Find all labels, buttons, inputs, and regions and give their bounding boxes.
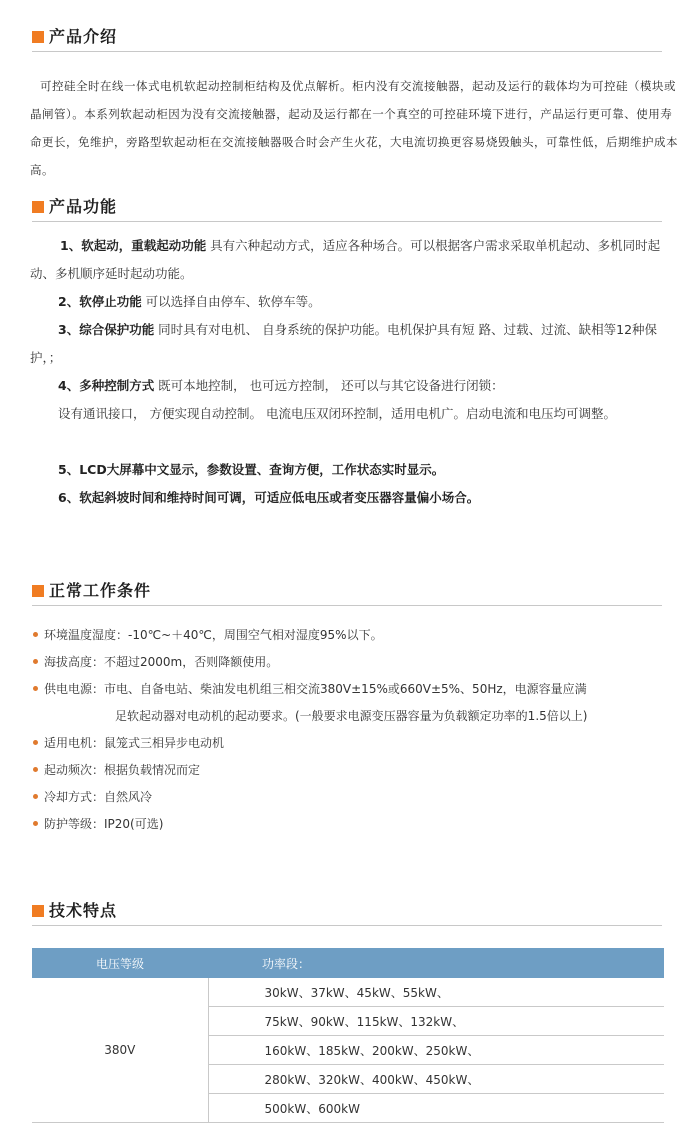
condition-item [33, 649, 673, 676]
orange-square-icon [32, 31, 44, 43]
condition-key: 冷却方式： [44, 790, 105, 804]
bullet-icon [33, 632, 38, 637]
function-label: 4、多种控制方式 [58, 378, 155, 393]
function-item-3 [30, 316, 670, 372]
bullet-icon [33, 794, 38, 799]
section-header-tech [32, 900, 662, 926]
condition-value: 足软起动器对电动机的起动要求。(一般要求电源变压器容量为负载额定功率的1.5倍以上) [115, 709, 588, 723]
bullet-icon [33, 659, 38, 664]
condition-item [33, 730, 673, 757]
condition-item [33, 676, 673, 703]
intro-paragraph: 可控硅全时在线一体式电机软起动控制柜结构及优点解析。柜内没有交流接触器，起动及运行的载体均为可控硅（模块或晶闸管）。本系列软起动柜因为没有交流接触器，起动及运行都在一个真空的可控硅环境下进行，产品运行更可靠、使用寿命更长，免维护，旁路型软起动柜在交流接触器吸合时会产生火花，大电流切换更容易烧毁触头，可靠性低，后期维护成本高。 [30, 79, 678, 177]
column-header-voltage: 电压等级 [32, 948, 208, 978]
section-title: 产品介绍 [49, 27, 118, 46]
section-title: 技术特点 [49, 901, 118, 920]
function-label: 3、综合保护功能 [58, 322, 155, 337]
power-cell: 280kW、320kW、400kW、450kW、 [208, 1065, 664, 1094]
condition-item [33, 622, 673, 649]
orange-square-icon [32, 201, 44, 213]
power-cell: 500kW、600kW [208, 1094, 664, 1123]
section-header-intro [32, 26, 662, 52]
power-cell: 30kW、37kW、45kW、55kW、 [208, 978, 664, 1007]
orange-square-icon [32, 905, 44, 917]
condition-key: 防护等级： [44, 817, 105, 831]
condition-value: 不超过2000m，否则降额使用。 [104, 655, 279, 669]
power-cell: 75kW、90kW、115kW、132kW、 [208, 1007, 664, 1036]
section-title: 正常工作条件 [49, 581, 152, 600]
condition-value: 自然风冷 [104, 790, 153, 804]
condition-key: 环境温度湿度： [44, 628, 129, 642]
condition-key: 供电电源： [44, 682, 105, 696]
bullet-icon [33, 740, 38, 745]
function-item-4 [30, 372, 670, 400]
function-item-5 [30, 456, 670, 484]
power-cell: 160kW、185kW、200kW、250kW、 [208, 1036, 664, 1065]
divider [32, 51, 662, 52]
condition-value: IP20(可选) [104, 817, 164, 831]
function-item-2 [30, 288, 670, 316]
bullet-icon [33, 767, 38, 772]
condition-item [33, 784, 673, 811]
function-text: 可以选择自由停车、软停车等。 [141, 294, 321, 309]
table-header-row [32, 948, 664, 978]
condition-value: 鼠笼式三相异步电动机 [104, 736, 225, 750]
function-text: 同时具有对电机、 自身系统的保护功能。电机保护具有短 路、过载、过流、缺相等12种保护，； [30, 322, 658, 365]
condition-value: 根据负载情况而定 [104, 763, 201, 777]
section-header-conditions [32, 580, 662, 606]
function-text: 既可本地控制， 也可远方控制， 还可以与其它设备进行闭锁： [154, 378, 504, 393]
divider [32, 925, 662, 926]
function-text: 具有六种起动方式，适应各种场合。可以根据客户需求采取单机起动、多机同时起动、多机顺序延时起动功能。 [30, 238, 661, 281]
condition-value: 市电、自备电站、柴油发电机组三相交流380V±15%或660V±5%、50Hz，电源容量应满 [104, 682, 587, 696]
column-header-power: 功率段： [208, 948, 664, 978]
divider [32, 221, 662, 222]
section-header-functions [32, 196, 662, 222]
table-row [32, 978, 664, 1007]
function-label: 5、LCD大屏幕中文显示，参数设置、查询方便，工作状态实时显示。 [58, 462, 445, 477]
condition-item [33, 757, 673, 784]
section-title: 产品功能 [49, 197, 118, 216]
condition-item-continued [115, 703, 675, 730]
function-label: 2、软停止功能 [58, 294, 142, 309]
condition-item [33, 811, 673, 838]
condition-key: 适用电机： [44, 736, 105, 750]
voltage-cell: 380V [32, 978, 208, 1123]
orange-square-icon [32, 585, 44, 597]
function-item-6 [30, 484, 670, 512]
function-label: 1、软起动，重载起动功能 [60, 238, 207, 253]
bullet-icon [33, 686, 38, 691]
bullet-icon [33, 821, 38, 826]
divider [32, 605, 662, 606]
function-item-4-detail [30, 400, 670, 428]
condition-key: 起动频次： [44, 763, 105, 777]
function-label: 6、软起斜坡时间和维持时间可调，可适应低电压或者变压器容量偏小场合。 [58, 490, 480, 505]
function-item-1 [30, 232, 670, 288]
spec-table [32, 948, 664, 1123]
condition-value: -10℃~＋40℃，周围空气相对湿度95%以下。 [128, 628, 383, 642]
function-text: 设有通讯接口， 方便实现自动控制。 电流电压双闭环控制，适用电机广。启动电流和电压均可调整。 [58, 406, 616, 421]
condition-key: 海拔高度： [44, 655, 105, 669]
